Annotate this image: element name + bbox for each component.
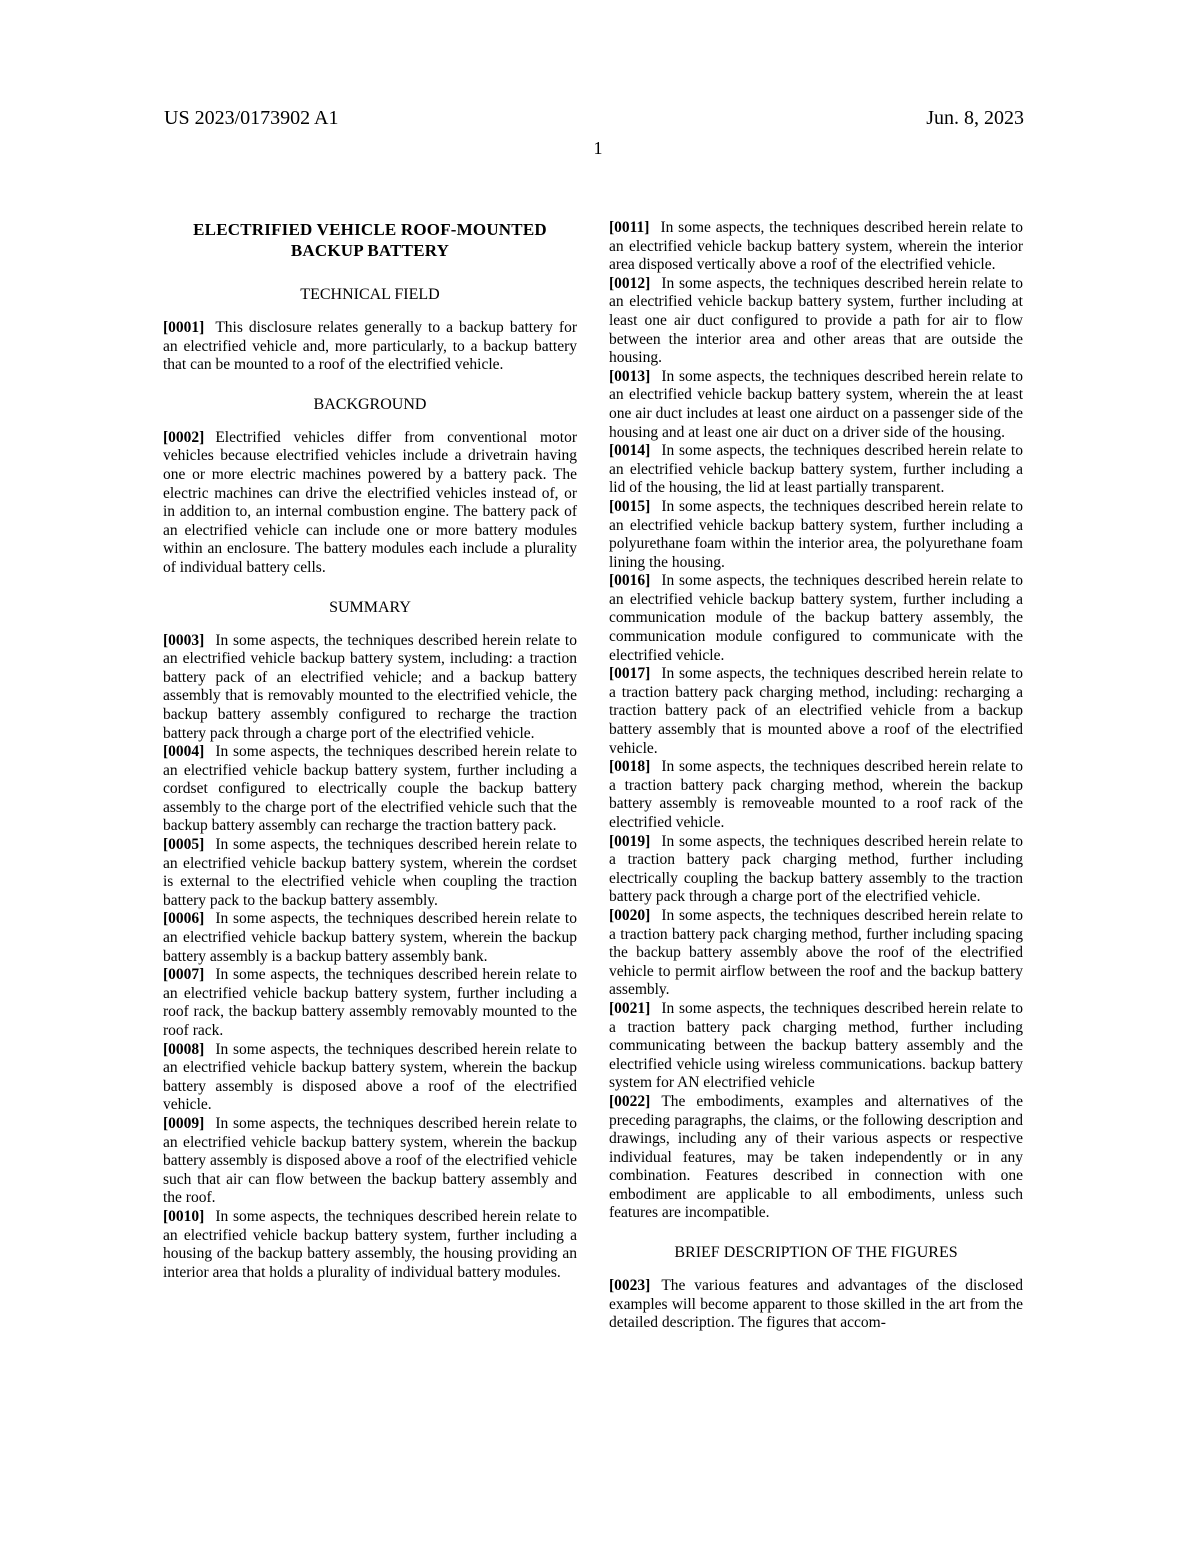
paragraph-number: [0021] bbox=[609, 999, 651, 1017]
paragraph-number: [0012] bbox=[609, 274, 651, 292]
paragraph-number: [0022] bbox=[609, 1092, 651, 1110]
document-title-line: ELECTRIFIED VEHICLE ROOF-MOUNTED bbox=[193, 220, 547, 239]
section-heading-technical-field: TECHNICAL FIELD bbox=[300, 286, 440, 303]
paragraph-0021: [0021] In some aspects, the techniques described herein relate to a traction battery pack charging method, further including communicating between the backup battery assembly and the electrified vehicle using wireless communications. backup battery system for AN electrified vehicle bbox=[609, 999, 1023, 1092]
paragraph-0008: [0008] In some aspects, the techniques described herein relate to an electrified vehicle backup battery system, wherein the backup battery assembly is disposed above a roof of the electrified vehicle. bbox=[163, 1040, 577, 1114]
paragraph-number: [0003] bbox=[163, 631, 205, 649]
paragraph-0015: [0015] In some aspects, the techniques described herein relate to an electrified vehicle backup battery system, further including a polyurethane foam within the interior area, the polyurethane foam lining the housing. bbox=[609, 497, 1023, 571]
paragraph-number: [0013] bbox=[609, 367, 651, 385]
paragraph-0011: [0011] In some aspects, the techniques described herein relate to an electrified vehicle backup battery system, wherein the interior area disposed vertically above a roof of the electrified vehicle. bbox=[609, 219, 1023, 274]
paragraph-number: [0004] bbox=[163, 743, 205, 761]
paragraph-0017: [0017] In some aspects, the techniques described herein relate to a traction battery pack charging method, including: recharging a traction battery pack of an electrified vehicle from a backup battery assembly that is mounted above a roof of the electrified vehicle. bbox=[609, 665, 1023, 757]
paragraph-number: [0017] bbox=[609, 665, 651, 683]
two-column-body bbox=[163, 219, 1023, 1333]
paragraph-number: [0015] bbox=[609, 497, 651, 515]
paragraph-number: [0006] bbox=[163, 910, 205, 928]
paragraph-number: [0014] bbox=[609, 442, 651, 460]
section-heading-brief-description-of-the-figures: BRIEF DESCRIPTION OF THE FIGURES bbox=[674, 1244, 958, 1262]
paragraph-0020: [0020] In some aspects, the techniques described herein relate to a traction battery pack charging method, further including spacing the backup battery assembly above the roof of the electrified vehicle to permit airflow between the roof and the backup battery assembly. bbox=[609, 906, 1023, 999]
section-heading-background: BACKGROUND bbox=[313, 395, 427, 413]
left-column bbox=[163, 219, 577, 1333]
paragraph-0012: [0012] In some aspects, the techniques described herein relate to an electrified vehicle backup battery system, further including at least one air duct configured to provide a path for air to flow between the interior area and other areas that are outside the housing. bbox=[609, 274, 1023, 367]
paragraph-number: [0018] bbox=[609, 758, 651, 776]
section-heading-summary: SUMMARY bbox=[329, 598, 411, 616]
paragraph-number: [0001] bbox=[163, 319, 205, 336]
paragraph-number: [0005] bbox=[163, 836, 205, 854]
page-number: 1 bbox=[593, 138, 603, 158]
paragraph-0013: [0013] In some aspects, the techniques described herein relate to an electrified vehicle backup battery system, wherein the at least one air duct includes at least one airduct on a passenger side of the housing and at least one air duct on a driver side of the housing. bbox=[609, 367, 1023, 441]
paragraph-number: [0007] bbox=[163, 966, 205, 984]
paragraph-number: [0008] bbox=[163, 1040, 205, 1058]
paragraph-0005: [0005] In some aspects, the techniques described herein relate to an electrified vehicle backup battery system, wherein the cordset is external to the electrified vehicle when coupling the traction battery pack to the backup battery assembly. bbox=[163, 836, 577, 909]
paragraph-0001: [0001] This disclosure relates generally to a backup battery for an electrified vehicle and, more particularly, to a backup battery that can be mounted to a roof of the electrified vehicle. bbox=[163, 319, 577, 374]
paragraph-0006: [0006] In some aspects, the techniques described herein relate to an electrified vehicle backup battery system, wherein the backup battery assembly is a backup battery assembly bank. bbox=[163, 910, 577, 965]
paragraph-number: [0023] bbox=[609, 1277, 651, 1295]
publication-date: Jun. 8, 2023 bbox=[926, 107, 1024, 129]
paragraph-0016: [0016] In some aspects, the techniques described herein relate to an electrified vehicle backup battery system, further including a communication module of the backup battery assembly, the communication module configured to communicate with the electrified vehicle. bbox=[609, 572, 1023, 664]
paragraph-0010: [0010] In some aspects, the techniques described herein relate to an electrified vehicle backup battery system, further including a housing of the backup battery assembly, the housing providing an interior area that holds a plurality of individual battery modules. bbox=[163, 1207, 577, 1281]
paragraph-number: [0010] bbox=[163, 1207, 205, 1225]
paragraph-number: [0002] bbox=[163, 428, 205, 446]
paragraph-0022: [0022] The embodiments, examples and alternatives of the preceding paragraphs, the claims, or the following description and drawings, including any of their various aspects or respective individual features, may be taken independently or in any combination. Features described in connection with one embodiment are applicable to all embodiments, unless such features are incompatible. bbox=[609, 1092, 1023, 1222]
page-header bbox=[164, 106, 1024, 130]
paragraph-0014: [0014] In some aspects, the techniques described herein relate to an electrified vehicle backup battery system, further including a lid of the housing, the lid at least partially transparent. bbox=[609, 442, 1023, 497]
paragraph-0002: [0002] Electrified vehicles differ from conventional motor vehicles because electrified vehicles include a drivetrain having one or more electric machines powered by a battery pack. The electric machines can drive the electrified vehicles instead of, or in addition to, an internal combustion engine. The battery pack of an electrified vehicle can include one or more battery modules within an enclosure. The battery modules each include a plurality of individual battery cells. bbox=[163, 428, 577, 576]
paragraph-number: [0020] bbox=[609, 906, 651, 924]
publication-number: US 2023/0173902 A1 bbox=[164, 107, 339, 129]
paragraph-0009: [0009] In some aspects, the techniques described herein relate to an electrified vehicle backup battery system, wherein the backup battery assembly is disposed above a roof of the electrified vehicle such that air can flow between the backup battery assembly and the roof. bbox=[163, 1114, 577, 1207]
paragraph-number: [0009] bbox=[163, 1114, 205, 1132]
paragraph-0003: [0003] In some aspects, the techniques described herein relate to an electrified vehicle backup battery system, including: a traction battery pack of an electrified vehicle; and a backup battery assembly that is removably mounted to the electrified vehicle, the backup battery assembly configured to recharge the traction battery pack through a charge port of the electrified vehicle. bbox=[163, 631, 577, 742]
paragraph-0019: [0019] In some aspects, the techniques described herein relate to a traction battery pack charging method, further including electrically coupling the backup battery assembly to the traction battery pack through a charge port of the electrified vehicle. bbox=[609, 832, 1023, 906]
right-column bbox=[609, 219, 1023, 1333]
paragraph-0007: [0007] In some aspects, the techniques described herein relate to an electrified vehicle backup battery system, further including a roof rack, the backup battery assembly removably mounted to the roof rack. bbox=[163, 966, 577, 1039]
document-title-line: BACKUP BATTERY bbox=[290, 241, 450, 260]
paragraph-0023: [0023] The various features and advantages of the disclosed examples will become apparent to those skilled in the art from the detailed description. The figures that accom- bbox=[609, 1277, 1023, 1332]
paragraph-0018: [0018] In some aspects, the techniques described herein relate to a traction battery pack charging method, wherein the backup battery assembly is removeable mounted to a roof rack of the electrified vehicle. bbox=[609, 758, 1023, 831]
paragraph-number: [0016] bbox=[609, 572, 651, 590]
paragraph-number: [0011] bbox=[609, 219, 650, 236]
paragraph-0004: [0004] In some aspects, the techniques described herein relate to an electrified vehicle backup battery system, further including a cordset configured to electrically couple the backup battery assembly to the charge port of the electrified vehicle such that the backup battery assembly can recharge the traction battery pack. bbox=[163, 743, 577, 835]
paragraph-number: [0019] bbox=[609, 832, 651, 850]
document-title bbox=[163, 219, 577, 261]
